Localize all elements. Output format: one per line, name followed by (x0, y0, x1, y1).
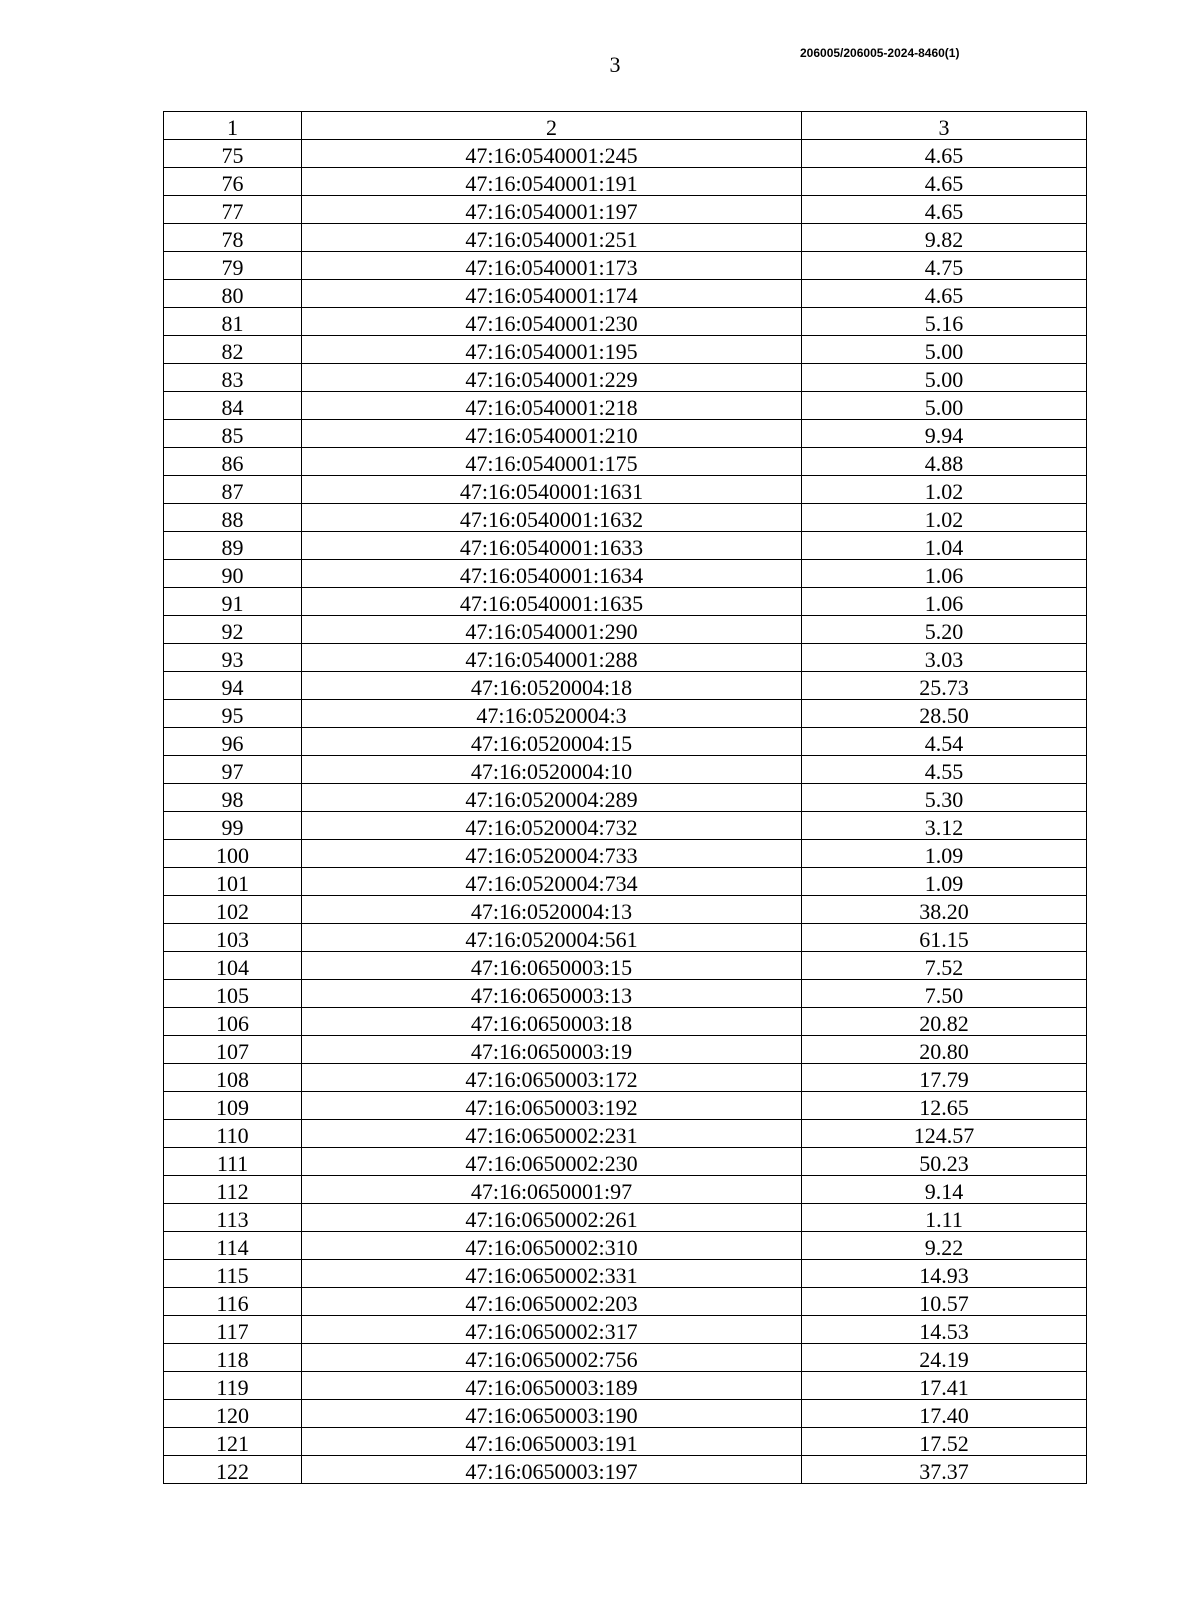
row-number-cell: 82 (164, 336, 302, 364)
value-cell: 7.52 (802, 952, 1087, 980)
table-row (164, 1148, 1087, 1176)
value-cell: 1.04 (802, 532, 1087, 560)
row-number-cell: 102 (164, 896, 302, 924)
value-cell: 17.52 (802, 1428, 1087, 1456)
row-number-cell: 95 (164, 700, 302, 728)
cadastral-number-cell: 47:16:0650002:331 (302, 1260, 802, 1288)
row-number-cell: 115 (164, 1260, 302, 1288)
table-row (164, 1008, 1087, 1036)
value-cell: 38.20 (802, 896, 1087, 924)
row-number-cell: 112 (164, 1176, 302, 1204)
row-number-cell: 83 (164, 364, 302, 392)
cadastral-number-cell: 47:16:0540001:245 (302, 140, 802, 168)
table-row (164, 532, 1087, 560)
table-row (164, 1400, 1087, 1428)
row-number-cell: 86 (164, 448, 302, 476)
table-row (164, 700, 1087, 728)
row-number-cell: 79 (164, 252, 302, 280)
value-cell: 1.02 (802, 504, 1087, 532)
row-number-cell: 85 (164, 420, 302, 448)
value-cell: 50.23 (802, 1148, 1087, 1176)
cadastral-number-cell: 47:16:0540001:1635 (302, 588, 802, 616)
table-row (164, 896, 1087, 924)
row-number-cell: 106 (164, 1008, 302, 1036)
cadastral-number-cell: 47:16:0540001:251 (302, 224, 802, 252)
table-row (164, 644, 1087, 672)
cadastral-number-cell: 47:16:0520004:734 (302, 868, 802, 896)
value-cell: 9.22 (802, 1232, 1087, 1260)
table-row (164, 392, 1087, 420)
row-number-cell: 75 (164, 140, 302, 168)
table-row (164, 560, 1087, 588)
value-cell: 1.09 (802, 840, 1087, 868)
row-number-cell: 117 (164, 1316, 302, 1344)
row-number-cell: 91 (164, 588, 302, 616)
table-row (164, 812, 1087, 840)
cadastral-number-cell: 47:16:0540001:1634 (302, 560, 802, 588)
row-number-cell: 77 (164, 196, 302, 224)
cadastral-number-cell: 47:16:0650003:192 (302, 1092, 802, 1120)
cadastral-number-cell: 47:16:0540001:197 (302, 196, 802, 224)
table-row (164, 1456, 1087, 1484)
cadastral-number-cell: 47:16:0650003:13 (302, 980, 802, 1008)
value-cell: 12.65 (802, 1092, 1087, 1120)
cadastral-number-cell: 47:16:0540001:1631 (302, 476, 802, 504)
cadastral-number-cell: 47:16:0520004:10 (302, 756, 802, 784)
column-header: 3 (802, 112, 1087, 140)
value-cell: 4.55 (802, 756, 1087, 784)
row-number-cell: 114 (164, 1232, 302, 1260)
row-number-cell: 80 (164, 280, 302, 308)
table-row (164, 784, 1087, 812)
table-row (164, 1316, 1087, 1344)
value-cell: 14.93 (802, 1260, 1087, 1288)
row-number-cell: 103 (164, 924, 302, 952)
row-number-cell: 116 (164, 1288, 302, 1316)
cadastral-number-cell: 47:16:0540001:174 (302, 280, 802, 308)
value-cell: 124.57 (802, 1120, 1087, 1148)
column-header: 1 (164, 112, 302, 140)
cadastral-number-cell: 47:16:0650002:230 (302, 1148, 802, 1176)
value-cell: 14.53 (802, 1316, 1087, 1344)
value-cell: 3.12 (802, 812, 1087, 840)
row-number-cell: 113 (164, 1204, 302, 1232)
row-number-cell: 118 (164, 1344, 302, 1372)
page-number: 3 (609, 52, 621, 77)
row-number-cell: 120 (164, 1400, 302, 1428)
table-row (164, 1092, 1087, 1120)
cadastral-number-cell: 47:16:0650003:19 (302, 1036, 802, 1064)
row-number-cell: 105 (164, 980, 302, 1008)
row-number-cell: 104 (164, 952, 302, 980)
table-row (164, 728, 1087, 756)
cadastral-number-cell: 47:16:0650002:317 (302, 1316, 802, 1344)
table-row (164, 1176, 1087, 1204)
cadastral-number-cell: 47:16:0520004:733 (302, 840, 802, 868)
cadastral-number-cell: 47:16:0520004:15 (302, 728, 802, 756)
value-cell: 37.37 (802, 1456, 1087, 1484)
cadastral-number-cell: 47:16:0650002:261 (302, 1204, 802, 1232)
value-cell: 61.15 (802, 924, 1087, 952)
value-cell: 5.20 (802, 616, 1087, 644)
value-cell: 4.65 (802, 280, 1087, 308)
row-number-cell: 99 (164, 812, 302, 840)
row-number-cell: 96 (164, 728, 302, 756)
cadastral-number-cell: 47:16:0540001:288 (302, 644, 802, 672)
table-row (164, 868, 1087, 896)
row-number-cell: 81 (164, 308, 302, 336)
table-row (164, 140, 1087, 168)
column-header: 2 (302, 112, 802, 140)
cadastral-number-cell: 47:16:0520004:3 (302, 700, 802, 728)
cadastral-number-cell: 47:16:0540001:195 (302, 336, 802, 364)
value-cell: 5.00 (802, 364, 1087, 392)
row-number-cell: 119 (164, 1372, 302, 1400)
cadastral-number-cell: 47:16:0650002:310 (302, 1232, 802, 1260)
document-reference: 206005/206005-2024-8460(1) (800, 46, 960, 60)
row-number-cell: 108 (164, 1064, 302, 1092)
table-row (164, 980, 1087, 1008)
value-cell: 1.09 (802, 868, 1087, 896)
table-row (164, 1344, 1087, 1372)
row-number-cell: 121 (164, 1428, 302, 1456)
table-row (164, 364, 1087, 392)
row-number-cell: 78 (164, 224, 302, 252)
cadastral-number-cell: 47:16:0540001:229 (302, 364, 802, 392)
value-cell: 9.14 (802, 1176, 1087, 1204)
value-cell: 9.82 (802, 224, 1087, 252)
cadastral-number-cell: 47:16:0650002:756 (302, 1344, 802, 1372)
cadastral-number-cell: 47:16:0650003:189 (302, 1372, 802, 1400)
table-row (164, 1372, 1087, 1400)
table-row (164, 952, 1087, 980)
row-number-cell: 109 (164, 1092, 302, 1120)
cadastral-number-cell: 47:16:0540001:191 (302, 168, 802, 196)
cadastral-number-cell: 47:16:0540001:173 (302, 252, 802, 280)
value-cell: 1.02 (802, 476, 1087, 504)
row-number-cell: 89 (164, 532, 302, 560)
cadastral-number-cell: 47:16:0540001:290 (302, 616, 802, 644)
table-row (164, 336, 1087, 364)
row-number-cell: 76 (164, 168, 302, 196)
table-row (164, 1036, 1087, 1064)
table-row (164, 840, 1087, 868)
table-row (164, 756, 1087, 784)
row-number-cell: 122 (164, 1456, 302, 1484)
row-number-cell: 88 (164, 504, 302, 532)
value-cell: 5.00 (802, 392, 1087, 420)
cadastral-number-cell: 47:16:0540001:1632 (302, 504, 802, 532)
value-cell: 1.06 (802, 560, 1087, 588)
table-row (164, 1260, 1087, 1288)
value-cell: 4.65 (802, 168, 1087, 196)
row-number-cell: 84 (164, 392, 302, 420)
value-cell: 10.57 (802, 1288, 1087, 1316)
row-number-cell: 94 (164, 672, 302, 700)
cadastral-number-cell: 47:16:0650003:197 (302, 1456, 802, 1484)
value-cell: 1.06 (802, 588, 1087, 616)
table-row (164, 588, 1087, 616)
value-cell: 4.54 (802, 728, 1087, 756)
table-row (164, 252, 1087, 280)
table-row (164, 1204, 1087, 1232)
table-row (164, 308, 1087, 336)
value-cell: 17.40 (802, 1400, 1087, 1428)
cadastral-number-cell: 47:16:0540001:218 (302, 392, 802, 420)
table-row (164, 1064, 1087, 1092)
table-row (164, 1428, 1087, 1456)
table-row (164, 448, 1087, 476)
value-cell: 17.79 (802, 1064, 1087, 1092)
value-cell: 3.03 (802, 644, 1087, 672)
data-table (163, 111, 1087, 1484)
cadastral-number-cell: 47:16:0650001:97 (302, 1176, 802, 1204)
cadastral-number-cell: 47:16:0520004:289 (302, 784, 802, 812)
table-row (164, 420, 1087, 448)
value-cell: 28.50 (802, 700, 1087, 728)
row-number-cell: 97 (164, 756, 302, 784)
table-row (164, 1288, 1087, 1316)
table-row (164, 1232, 1087, 1260)
value-cell: 7.50 (802, 980, 1087, 1008)
value-cell: 4.88 (802, 448, 1087, 476)
table-row (164, 196, 1087, 224)
table-row (164, 1120, 1087, 1148)
cadastral-number-cell: 47:16:0650003:191 (302, 1428, 802, 1456)
table-row (164, 672, 1087, 700)
table-row (164, 616, 1087, 644)
cadastral-number-cell: 47:16:0520004:732 (302, 812, 802, 840)
value-cell: 25.73 (802, 672, 1087, 700)
cadastral-number-cell: 47:16:0540001:210 (302, 420, 802, 448)
table-row (164, 168, 1087, 196)
cadastral-number-cell: 47:16:0650002:203 (302, 1288, 802, 1316)
value-cell: 5.30 (802, 784, 1087, 812)
cadastral-number-cell: 47:16:0650003:190 (302, 1400, 802, 1428)
cadastral-number-cell: 47:16:0520004:13 (302, 896, 802, 924)
table-body (164, 112, 1087, 1484)
value-cell: 5.00 (802, 336, 1087, 364)
row-number-cell: 107 (164, 1036, 302, 1064)
value-cell: 20.80 (802, 1036, 1087, 1064)
row-number-cell: 87 (164, 476, 302, 504)
value-cell: 9.94 (802, 420, 1087, 448)
row-number-cell: 100 (164, 840, 302, 868)
value-cell: 5.16 (802, 308, 1087, 336)
table-row (164, 504, 1087, 532)
value-cell: 17.41 (802, 1372, 1087, 1400)
cadastral-number-cell: 47:16:0540001:1633 (302, 532, 802, 560)
cadastral-number-cell: 47:16:0540001:230 (302, 308, 802, 336)
table-row (164, 280, 1087, 308)
table-row (164, 224, 1087, 252)
cadastral-number-cell: 47:16:0540001:175 (302, 448, 802, 476)
value-cell: 24.19 (802, 1344, 1087, 1372)
cadastral-number-cell: 47:16:0650003:18 (302, 1008, 802, 1036)
cadastral-number-cell: 47:16:0520004:561 (302, 924, 802, 952)
row-number-cell: 90 (164, 560, 302, 588)
cadastral-number-cell: 47:16:0520004:18 (302, 672, 802, 700)
table-row (164, 476, 1087, 504)
row-number-cell: 92 (164, 616, 302, 644)
table-row (164, 924, 1087, 952)
row-number-cell: 110 (164, 1120, 302, 1148)
table-header-row (164, 112, 1087, 140)
value-cell: 20.82 (802, 1008, 1087, 1036)
row-number-cell: 93 (164, 644, 302, 672)
row-number-cell: 98 (164, 784, 302, 812)
cadastral-number-cell: 47:16:0650003:15 (302, 952, 802, 980)
value-cell: 4.65 (802, 196, 1087, 224)
row-number-cell: 101 (164, 868, 302, 896)
cadastral-number-cell: 47:16:0650002:231 (302, 1120, 802, 1148)
value-cell: 4.75 (802, 252, 1087, 280)
row-number-cell: 111 (164, 1148, 302, 1176)
value-cell: 1.11 (802, 1204, 1087, 1232)
cadastral-number-cell: 47:16:0650003:172 (302, 1064, 802, 1092)
value-cell: 4.65 (802, 140, 1087, 168)
